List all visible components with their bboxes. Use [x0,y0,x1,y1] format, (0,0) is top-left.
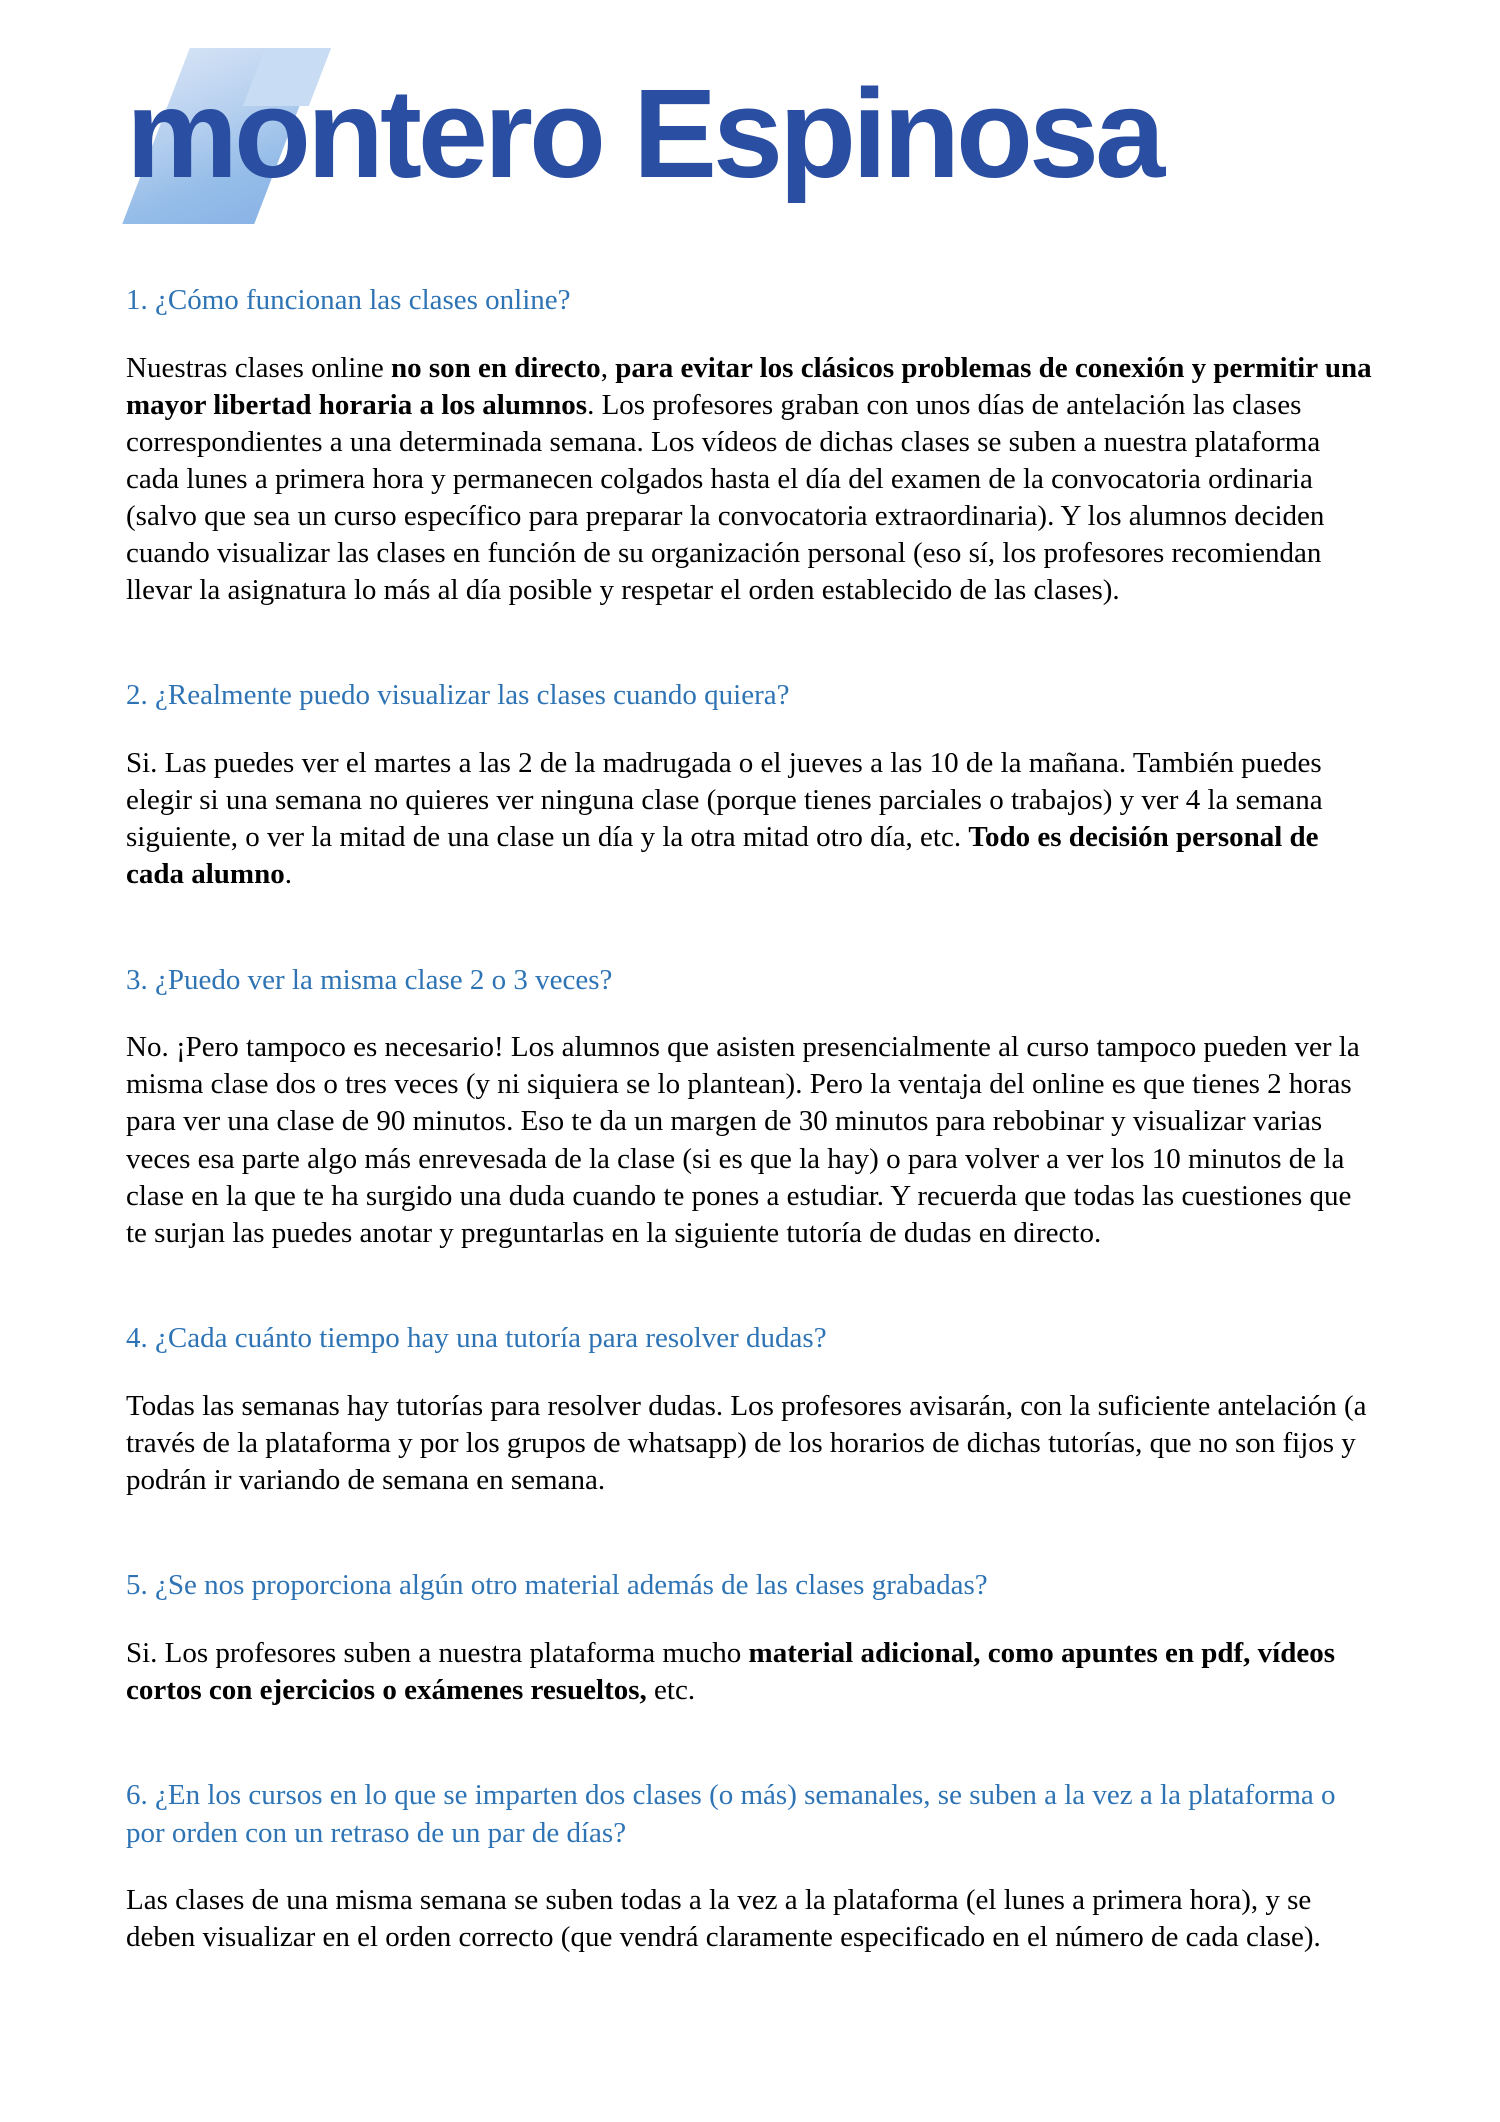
faq-list [126,282,1374,1956]
answer-text: etc. [646,1673,696,1706]
question-heading: 3. ¿Puedo ver la misma clase 2 o 3 veces? [126,963,613,996]
question-heading: 6. ¿En los cursos en lo que se imparten dos clases (o más) semanales, se suben a la vez a la plataforma o por orden con un retraso de un par de días? [126,1778,1336,1849]
answer-text-bold: no son en directo [390,351,601,384]
faq-section [126,962,1374,1252]
answer-text: . [284,858,292,891]
answer-text: . Los profesores graban con unos días de antelación las clases correspondientes a una determinada semana. Los vídeos de dichas clases se suben a nuestra plataforma cada lunes a primera hora y permanecen colgados hasta el día del examen de la convocatoria ordinaria (salvo que sea un curso específico para preparar la convocatoria extraordinaria). Y los alumnos deciden cuando visualizar las clases en función de su organización personal (eso sí, los profesores recomiendan llevar la asignatura lo más al día posible y respetar el orden establecido de las clases). [126,388,1325,607]
answer-text-bold: para evitar los clásicos problemas de conexión y permitir una mayor libertad horaria a los alumnos [126,351,1372,421]
faq-section [126,1320,1374,1499]
answer-paragraph [126,350,1374,610]
answer-text-bold: Todo es decisión personal de cada alumno [126,821,1319,891]
answer-text: Las clases de una misma semana se suben todas a la vez a la plataforma (el lunes a primera hora), y se deben visualizar en el orden correcto (que vendrá claramente especificado en el número de cada clase). [126,1884,1321,1954]
answer-text: Nuestras clases online [126,351,391,384]
answer-paragraph [126,1635,1374,1709]
answer-paragraph [126,1029,1374,1252]
faq-section [126,1567,1374,1709]
answer-paragraph [126,1882,1374,1956]
faq-section [126,677,1374,893]
answer-text: No. ¡Pero tampoco es necesario! Los alumnos que asisten presencialmente al curso tampoco pueden ver la misma clase dos o tres veces (y ni siquiera se lo plantean). Pero la ventaja del online es que tienes 2 horas para ver una clase de 90 minutos. Eso te da un margen de 30 minutos para rebobinar y visualizar varias veces esa parte algo más enrevesada de la clase (si es que la hay) o para volver a ver los 10 minutos de la clase en la que te ha surgido una duda cuando te pones a estudiar. Y recuerda que todas las cuestiones que te surjan las puedes anotar y preguntarlas en la siguiente tutoría de dudas en directo. [126,1031,1360,1249]
faq-section [126,1777,1374,1957]
answer-text: , [600,351,616,384]
answer-paragraph [126,1388,1374,1499]
answer-text: Si. Los profesores suben a nuestra plataforma mucho [126,1636,749,1669]
faq-section [126,282,1374,609]
question-heading: 1. ¿Cómo funcionan las clases online? [126,284,571,316]
logo [126,46,1374,238]
question-heading: 4. ¿Cada cuánto tiempo hay una tutoría para resolver dudas? [126,1321,827,1354]
answer-paragraph [126,745,1374,893]
answer-text-bold: material adicional, como apuntes en pdf, vídeos cortos con ejercicios o exámenes resueltos, [126,1636,1335,1706]
question-heading: 5. ¿Se nos proporciona algún otro material además de las clases grabadas? [126,1568,988,1601]
logo-text: montero Espinosa [126,63,1162,204]
answer-text: Si. Las puedes ver el martes a las 2 de la madrugada o el jueves a las 10 de la mañana. También puedes elegir si una semana no quieres ver ninguna clase (porque tienes parciales o trabajos) y ver 4 la semana siguiente, o ver la mitad de una clase un día y la otra mitad otro día, etc. [126,747,1323,854]
question-heading: 2. ¿Realmente puedo visualizar las clases cuando quiera? [126,679,790,712]
answer-text: Todas las semanas hay tutorías para resolver dudas. Los profesores avisarán, con la suficiente antelación (a través de la plataforma y por los grupos de whatsapp) de los horarios de dichas tutorías, que no son fijos y podrán ir variando de semana en semana. [126,1389,1367,1496]
